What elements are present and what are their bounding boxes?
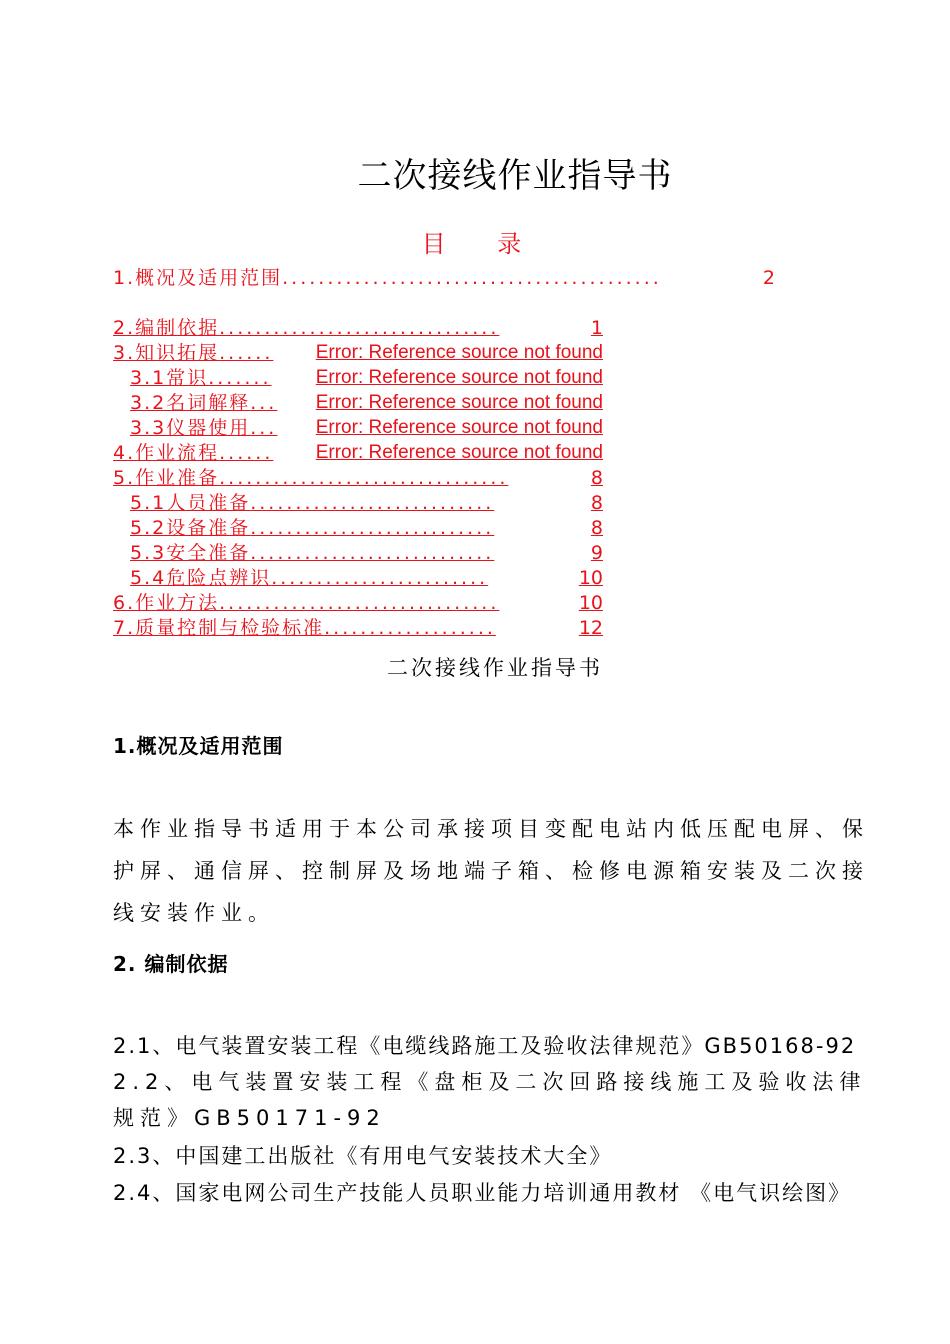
reference-item: 2.1、电气装置安装工程《电缆线路施工及验收法律规范》GB50168-92 (113, 1034, 857, 1058)
toc-entry[interactable]: 5.作业准备 ................................ 8 (113, 467, 603, 489)
toc-entry[interactable]: 4.作业流程 ...... Error: Reference source not found (113, 442, 603, 464)
reference-item: 2.4、国家电网公司生产技能人员职业能力培训通用教材 《电气识绘图》 (113, 1181, 852, 1205)
section-paragraph: 本作业指导书适用于本公司承接项目变配电站内低压配电屏、保护屏、通信屏、控制屏及场地端子箱、检修电源箱安装及二次接线安装作业。 (113, 817, 869, 925)
document-subtitle: 二次接线作业指导书 (387, 656, 603, 680)
section-heading: 2. 编制依据 (113, 952, 229, 976)
toc-entry[interactable]: 1.概况及适用范围 .......................................... 2 (113, 267, 775, 289)
section-heading: 1.概况及适用范围 (113, 734, 284, 758)
toc-entry[interactable]: 3.3仪器使用 ... Error: Reference source not found (130, 417, 603, 439)
toc-heading: 目 录 (421, 230, 544, 258)
toc-entry[interactable]: 7.质量控制与检验标准 ................... 12 (113, 617, 603, 639)
toc-entry[interactable]: 3.知识拓展 ...... Error: Reference source not found (113, 342, 603, 364)
toc-entry[interactable]: 6.作业方法 ............................... 10 (113, 592, 603, 614)
document-title: 二次接线作业指导书 (357, 156, 673, 196)
toc-entry[interactable]: 5.1人员准备 ........................... 8 (130, 492, 603, 514)
toc-entry[interactable]: 5.4危险点辨识 ........................ 10 (130, 567, 603, 589)
reference-item: 2.3、中国建工出版社《有用电气安装技术大全》 (113, 1144, 613, 1168)
toc-entry[interactable]: 5.2设备准备 ........................... 8 (130, 517, 603, 539)
toc-entry[interactable]: 5.3安全准备 ........................... 9 (130, 542, 603, 564)
toc-entry[interactable]: 3.2名词解释 ... Error: Reference source not found (130, 392, 603, 414)
toc-entry[interactable]: 3.1常识 ....... Error: Reference source not found (130, 367, 603, 389)
toc-entry[interactable]: 2.编制依据 ............................... 1 (113, 317, 603, 339)
reference-item: 2.2、电气装置安装工程《盘柜及二次回路接线施工及验收法律规范》GB50171-92 (113, 1070, 867, 1130)
